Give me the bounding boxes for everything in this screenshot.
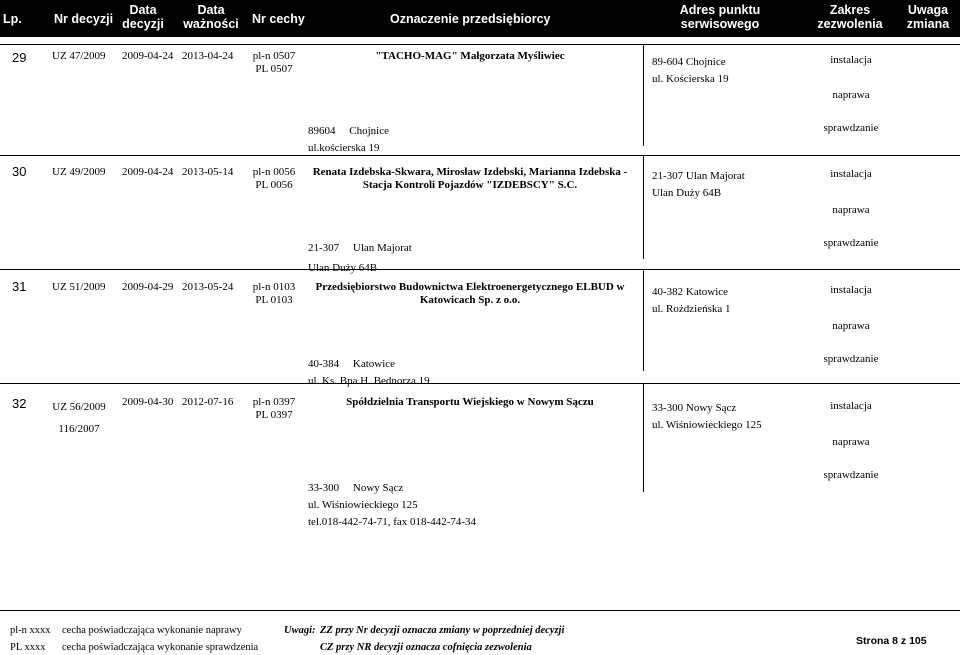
table-header bbox=[0, 0, 960, 37]
header-data-waznosci: Data ważności bbox=[183, 3, 239, 31]
header-nr-cechy: Nr cechy bbox=[252, 12, 305, 26]
column-divider bbox=[643, 45, 644, 146]
header-zakres: Zakres zezwolenia bbox=[817, 3, 883, 31]
row-lp: 29 bbox=[12, 50, 27, 65]
header-lp: Lp. bbox=[3, 12, 22, 26]
column-divider bbox=[643, 384, 644, 492]
footer-legend-codes: pl-n xxxx PL xxxx bbox=[10, 625, 51, 653]
header-uwaga: Uwaga zmiana bbox=[906, 3, 950, 31]
row-data-waznosci: 2013-05-24 bbox=[182, 281, 234, 293]
row-lp: 32 bbox=[12, 396, 27, 411]
row-data-decyzji: 2009-04-24 bbox=[122, 166, 174, 178]
row-nr-cechy: pl-n 0056 PL 0056 bbox=[252, 166, 296, 191]
header-nr-decyzji: Nr decyzji bbox=[54, 12, 114, 26]
row-company-name: Spółdzielnia Transportu Wiejskiego w Nowym Sączu bbox=[346, 396, 594, 408]
row-data-waznosci: 2013-04-24 bbox=[182, 50, 234, 62]
row-lp: 31 bbox=[12, 279, 27, 294]
column-divider bbox=[643, 156, 644, 259]
row-nr-decyzji: UZ 49/2009 bbox=[52, 166, 106, 178]
row-data-decyzji: 2009-04-24 bbox=[122, 50, 174, 62]
footer-legend-descriptions: cecha poświadczająca wykonanie naprawy cecha poświadczająca wykonanie sprawdzenia bbox=[62, 625, 259, 653]
row-data-decyzji: 2009-04-30 bbox=[122, 396, 174, 408]
header-adres-punktu: Adres punktu serwisowego bbox=[679, 3, 761, 31]
row-nr-decyzji: UZ 51/2009 bbox=[52, 281, 106, 293]
row-nr-decyzji: UZ 56/2009 116/2007 bbox=[52, 401, 106, 435]
row-company-address: 21-307 Ulan Majorat Ulan Duży 64B bbox=[308, 242, 412, 274]
row-service-address: 33-300 Nowy Sącz ul. Wiśniowieckiego 125 bbox=[652, 402, 762, 431]
header-data-decyzji: Data decyzji bbox=[122, 3, 164, 31]
row-service-address: 89-604 Chojnice ul. Kościerska 19 bbox=[652, 56, 729, 85]
row-data-waznosci: 2013-05-14 bbox=[182, 166, 234, 178]
row-company-name: "TACHO-MAG" Małgorzata Myśliwiec bbox=[375, 50, 565, 62]
row-service-address: 40-382 Katowice ul. Rożdzieńska 1 bbox=[652, 286, 731, 315]
row-zakres: instalacja naprawa sprawdzanie bbox=[823, 168, 879, 249]
footer-uwagi-text: ZZ przy Nr decyzji oznacza zmiany w poprzedniej decyzji CZ przy NR decyzji oznacza cofnięcia zezwolenia bbox=[320, 625, 565, 653]
row-nr-decyzji: UZ 47/2009 bbox=[52, 50, 106, 62]
row-company-address: 40-384 Katowice ul. Ks. Bpa H. Bednorza 19 bbox=[308, 358, 430, 387]
row-company-address: 33-300 Nowy Sącz ul. Wiśniowieckiego 125 tel.018-442-74-71, fax 018-442-74-34 bbox=[308, 482, 477, 528]
row-company-name: Przedsiębiorstwo Budownictwa Elektroenergetycznego ELBUD w Katowicach Sp. z o.o. bbox=[315, 281, 625, 306]
row-separator bbox=[0, 269, 960, 270]
row-zakres: instalacja naprawa sprawdzanie bbox=[823, 400, 879, 481]
row-company-address: 89604 Chojnice ul.kościerska 19 bbox=[308, 125, 389, 154]
header-oznaczenie: Oznaczenie przedsiębiorcy bbox=[390, 12, 551, 26]
page-number: Strona 8 z 105 bbox=[856, 635, 927, 647]
row-zakres: instalacja naprawa sprawdzanie bbox=[823, 284, 879, 365]
column-divider bbox=[643, 270, 644, 371]
row-data-decyzji: 2009-04-29 bbox=[122, 281, 174, 293]
row-data-waznosci: 2012-07-16 bbox=[182, 396, 234, 408]
row-separator bbox=[0, 44, 960, 45]
row-service-address: 21-307 Ulan Majorat Ulan Duży 64B bbox=[652, 170, 745, 199]
row-nr-cechy: pl-n 0507 PL 0507 bbox=[252, 50, 296, 75]
row-company-name: Renata Izdebska-Skwara, Mirosław Izdebski, Marianna Izdebska - Stacja Kontroli Pojazdów "IZDEBSCY" S.C. bbox=[312, 166, 628, 191]
row-separator bbox=[0, 383, 960, 384]
footer-separator bbox=[0, 610, 960, 611]
footer-uwagi-label: Uwagi: bbox=[284, 625, 316, 636]
row-zakres: instalacja naprawa sprawdzanie bbox=[823, 54, 879, 134]
row-nr-cechy: pl-n 0103 PL 0103 bbox=[252, 281, 296, 306]
row-separator bbox=[0, 155, 960, 156]
row-lp: 30 bbox=[12, 164, 27, 179]
row-nr-cechy: pl-n 0397 PL 0397 bbox=[252, 396, 296, 421]
